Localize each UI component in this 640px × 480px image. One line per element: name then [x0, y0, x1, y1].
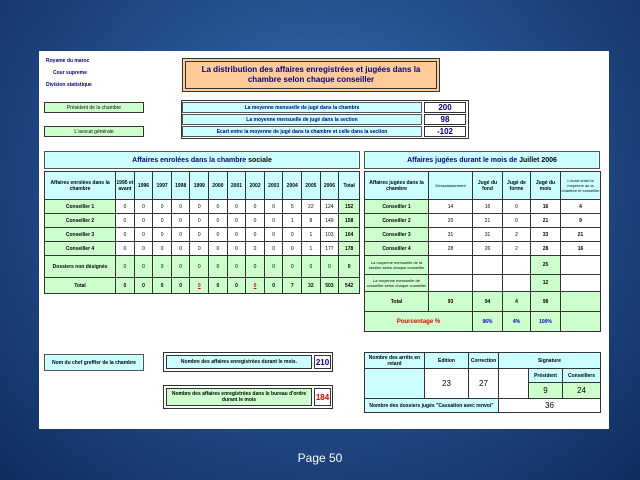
cell: 5	[283, 200, 302, 214]
cell-d: 20	[429, 214, 473, 228]
table-row	[45, 242, 360, 256]
cell: 0	[246, 256, 265, 278]
table-row	[365, 214, 601, 228]
chef-greffier-label	[44, 354, 144, 371]
header-dessaisissement: Dessaisissement	[429, 172, 473, 200]
cell-d: 28	[429, 242, 473, 256]
cell: 0	[190, 278, 209, 294]
average-value: 98	[424, 114, 466, 125]
row-label: Conseiller 3	[45, 228, 116, 242]
cell: 103	[320, 228, 339, 242]
page-number: Page 50	[297, 451, 343, 465]
bureau-label: Nombre des affaires enregistrées dans le bureau d'ordre durant le mois	[171, 391, 307, 403]
court-label: Cour supreme	[53, 70, 87, 76]
cell: 0	[283, 242, 302, 256]
row-label: Total	[45, 278, 116, 294]
total-fo: 4	[503, 292, 531, 312]
cell: 0	[116, 278, 135, 294]
cell: 0	[264, 228, 283, 242]
cell: 0	[209, 278, 228, 294]
total-header: Total	[339, 172, 360, 200]
cell: 0	[171, 214, 190, 228]
president-label	[44, 102, 144, 113]
correction-header: Correction	[469, 353, 499, 369]
cell: 1	[283, 214, 302, 228]
cell: 0	[190, 256, 209, 278]
year-header: 2005	[302, 172, 321, 200]
cell-fo: 0	[503, 200, 531, 214]
left-title-prefix: Affaires enrolées dans la chambre	[132, 156, 249, 164]
cell: 0	[227, 278, 246, 294]
table-row	[45, 214, 360, 228]
cell: 1	[302, 228, 321, 242]
cell: 0	[209, 200, 228, 214]
pourcentage-f: 96%	[473, 312, 503, 332]
president-text: Président de la chambre	[66, 104, 122, 111]
cell: 0	[264, 278, 283, 294]
year-header: 2001	[227, 172, 246, 200]
enregistrees-value: 210	[314, 355, 331, 369]
year-header: 1995 et avant	[116, 172, 135, 200]
cell: 0	[171, 200, 190, 214]
table-row	[45, 278, 360, 294]
president-header: Président	[529, 369, 563, 383]
total-f: 94	[473, 292, 503, 312]
cell: 0	[227, 256, 246, 278]
cell-m: 21	[531, 214, 561, 228]
cell: 0	[153, 214, 172, 228]
right-title-prefix: Affaires jugées durant le mois de	[407, 156, 520, 164]
cell: 0	[190, 242, 209, 256]
year-header: 1998	[171, 172, 190, 200]
year-header: 1997	[153, 172, 172, 200]
cell: 0	[283, 256, 302, 278]
cell: 0	[153, 242, 172, 256]
cell: 0	[171, 256, 190, 278]
average-label: La moyenne mensuelle de jugé dans la section	[182, 114, 422, 125]
average-label: Ecart entre la moyenne de jugé dans la chambre et celle dans la section	[182, 126, 422, 137]
row-total: 0	[339, 256, 360, 278]
cell: 0	[153, 256, 172, 278]
row-total: 152	[339, 200, 360, 214]
cell: 0	[153, 200, 172, 214]
cell: 32	[302, 278, 321, 294]
left-table-title	[44, 151, 360, 169]
avocat-text: L'avocat générale	[74, 128, 114, 135]
cell: 0	[246, 214, 265, 228]
edition-value: 23	[425, 369, 469, 399]
row-total: 178	[339, 242, 360, 256]
table-row	[365, 228, 601, 242]
cell: 0	[134, 256, 153, 278]
cell-m: 33	[531, 228, 561, 242]
cell: 0	[171, 278, 190, 294]
left-row-header: Affaires enrolées dans la chambre	[45, 172, 116, 200]
row-label: Conseiller 2	[45, 214, 116, 228]
left-table	[44, 171, 360, 294]
cell: 0	[209, 214, 228, 228]
row-label: Conseiller 1	[45, 200, 116, 214]
total-label: Total	[365, 292, 429, 312]
table-row	[365, 200, 601, 214]
moyenne-conseiller-label: La moyenne mensuelle de conseiller selon chaque conseiller	[365, 275, 429, 292]
cell-d: 31	[429, 228, 473, 242]
year-header: 1999	[190, 172, 209, 200]
cell: 0	[227, 214, 246, 228]
page-title-text: La distribution des affaires enregistrées et jugées dans la chambre selon chaque conseiller	[201, 65, 421, 84]
row-label: Conseiller 4	[365, 242, 429, 256]
division-label: Division statistique	[46, 82, 92, 88]
cell: 1	[302, 242, 321, 256]
cell: 0	[227, 228, 246, 242]
slide	[39, 51, 609, 429]
cell: 0	[134, 228, 153, 242]
cell: 0	[227, 242, 246, 256]
pourcentage-fo: 4%	[503, 312, 531, 332]
row-total: 158	[339, 214, 360, 228]
header-mois: Jugé du mois	[531, 172, 561, 200]
row-label: Conseiller 1	[365, 200, 429, 214]
cell: 22	[302, 200, 321, 214]
bureau-box	[163, 385, 333, 409]
cell: 503	[320, 278, 339, 294]
cell-f: 31	[473, 228, 503, 242]
cell: 7	[283, 278, 302, 294]
average-value: -102	[424, 126, 466, 137]
cell: 0	[134, 214, 153, 228]
cell: 0	[190, 200, 209, 214]
cell-fo: 0	[503, 214, 531, 228]
header-ecart: L'écart entre la moyenne de la chambre et conseiller	[561, 172, 601, 200]
cell: 0	[246, 278, 265, 294]
cell: 0	[209, 256, 228, 278]
cell-f: 26	[473, 242, 503, 256]
table-row	[45, 228, 360, 242]
row-total: 542	[339, 278, 360, 294]
cell: 0	[134, 242, 153, 256]
row-label: Conseiller 4	[45, 242, 116, 256]
cell: 0	[246, 200, 265, 214]
table-row	[45, 256, 360, 278]
conseillers-header: Conseillers	[563, 369, 601, 383]
table-row	[45, 200, 360, 214]
bureau-value: 184	[314, 388, 331, 406]
cell-e: 21	[561, 228, 601, 242]
year-header: 1996	[134, 172, 153, 200]
cell-fo: 2	[503, 228, 531, 242]
president-value: 9	[529, 383, 563, 399]
header-forme: Jugé de forme	[503, 172, 531, 200]
cell: 0	[171, 242, 190, 256]
year-header: 2006	[320, 172, 339, 200]
row-label: Conseiller 2	[365, 214, 429, 228]
pourcentage-m: 100%	[531, 312, 561, 332]
average-value: 200	[424, 102, 466, 113]
average-label: La moyenne mensuelle de jugé dans la chambre	[182, 102, 422, 113]
cell: 0	[264, 214, 283, 228]
cassation-value: 36	[499, 399, 601, 413]
cell: 0	[190, 214, 209, 228]
cell-f: 16	[473, 200, 503, 214]
cell: 0	[264, 242, 283, 256]
cell: 0	[116, 256, 135, 278]
cell-e: 4	[561, 200, 601, 214]
cell-fo: 2	[503, 242, 531, 256]
right-table-title	[364, 151, 600, 169]
header-fond: Jugé du fond	[473, 172, 503, 200]
cell-m: 28	[531, 242, 561, 256]
arrets-label: Nombre des arrêts en retard	[365, 353, 425, 369]
cell-d: 14	[429, 200, 473, 214]
cell: 0	[153, 228, 172, 242]
edition-header: Edition	[425, 353, 469, 369]
year-header: 2000	[209, 172, 228, 200]
chef-greffier-text: Nom du chef greffier de la chambre	[52, 359, 136, 366]
cell: 0	[264, 200, 283, 214]
page-title	[185, 61, 437, 89]
cell-e: 16	[561, 242, 601, 256]
cell: 0	[246, 242, 265, 256]
enregistrees-label: Nombre des affaires enregistrées durant le mois.	[180, 359, 298, 365]
cell-e: 9	[561, 214, 601, 228]
signature-header: Signature	[499, 353, 601, 369]
total-d: 93	[429, 292, 473, 312]
right-table	[364, 171, 601, 332]
cell: 0	[302, 256, 321, 278]
cell: 149	[320, 214, 339, 228]
cell: 0	[171, 228, 190, 242]
cell: 0	[116, 214, 135, 228]
year-header: 2003	[264, 172, 283, 200]
left-title-word: sociale	[248, 156, 272, 164]
pourcentage-label: Pourcentage %	[365, 312, 473, 332]
right-title-month: Juillet 2006	[519, 156, 557, 164]
conseillers-value: 24	[563, 383, 601, 399]
cell: 0	[153, 278, 172, 294]
arrets-table	[364, 352, 601, 413]
cell: 0	[227, 200, 246, 214]
total-m: 98	[531, 292, 561, 312]
cell: 177	[320, 242, 339, 256]
year-header: 2002	[246, 172, 265, 200]
cell: 124	[320, 200, 339, 214]
table-row	[365, 242, 601, 256]
avocat-label	[44, 126, 144, 137]
cell-m: 16	[531, 200, 561, 214]
moyenne-conseiller-value: 12	[531, 275, 561, 292]
cell: 0	[283, 228, 302, 242]
right-row-header: Affaires jugées dans la chambre	[365, 172, 429, 200]
row-label: Dossiers non désignés	[45, 256, 116, 278]
cassation-label: Nombre des dossiers jugés "Cassation avec renvoi"	[365, 399, 499, 413]
row-label: Conseiller 3	[365, 228, 429, 242]
cell: 0	[190, 228, 209, 242]
enregistrees-box	[163, 352, 333, 372]
moyenne-section-value: 25	[531, 256, 561, 275]
cell-f: 21	[473, 214, 503, 228]
cell: 0	[116, 228, 135, 242]
cell: 0	[134, 200, 153, 214]
cell: 8	[302, 214, 321, 228]
cell: 0	[246, 228, 265, 242]
cell: 0	[116, 200, 135, 214]
cell: 0	[264, 256, 283, 278]
cell: 0	[320, 256, 339, 278]
correction-value: 27	[469, 369, 499, 399]
cell: 0	[209, 228, 228, 242]
moyenne-section-label: La moyenne mensuelle de la section selon chaque conseiller	[365, 256, 429, 275]
cell: 0	[209, 242, 228, 256]
cell: 0	[134, 278, 153, 294]
row-total: 104	[339, 228, 360, 242]
year-header: 2004	[283, 172, 302, 200]
kingdom-label: Royame du maroc	[46, 58, 90, 64]
cell: 0	[116, 242, 135, 256]
